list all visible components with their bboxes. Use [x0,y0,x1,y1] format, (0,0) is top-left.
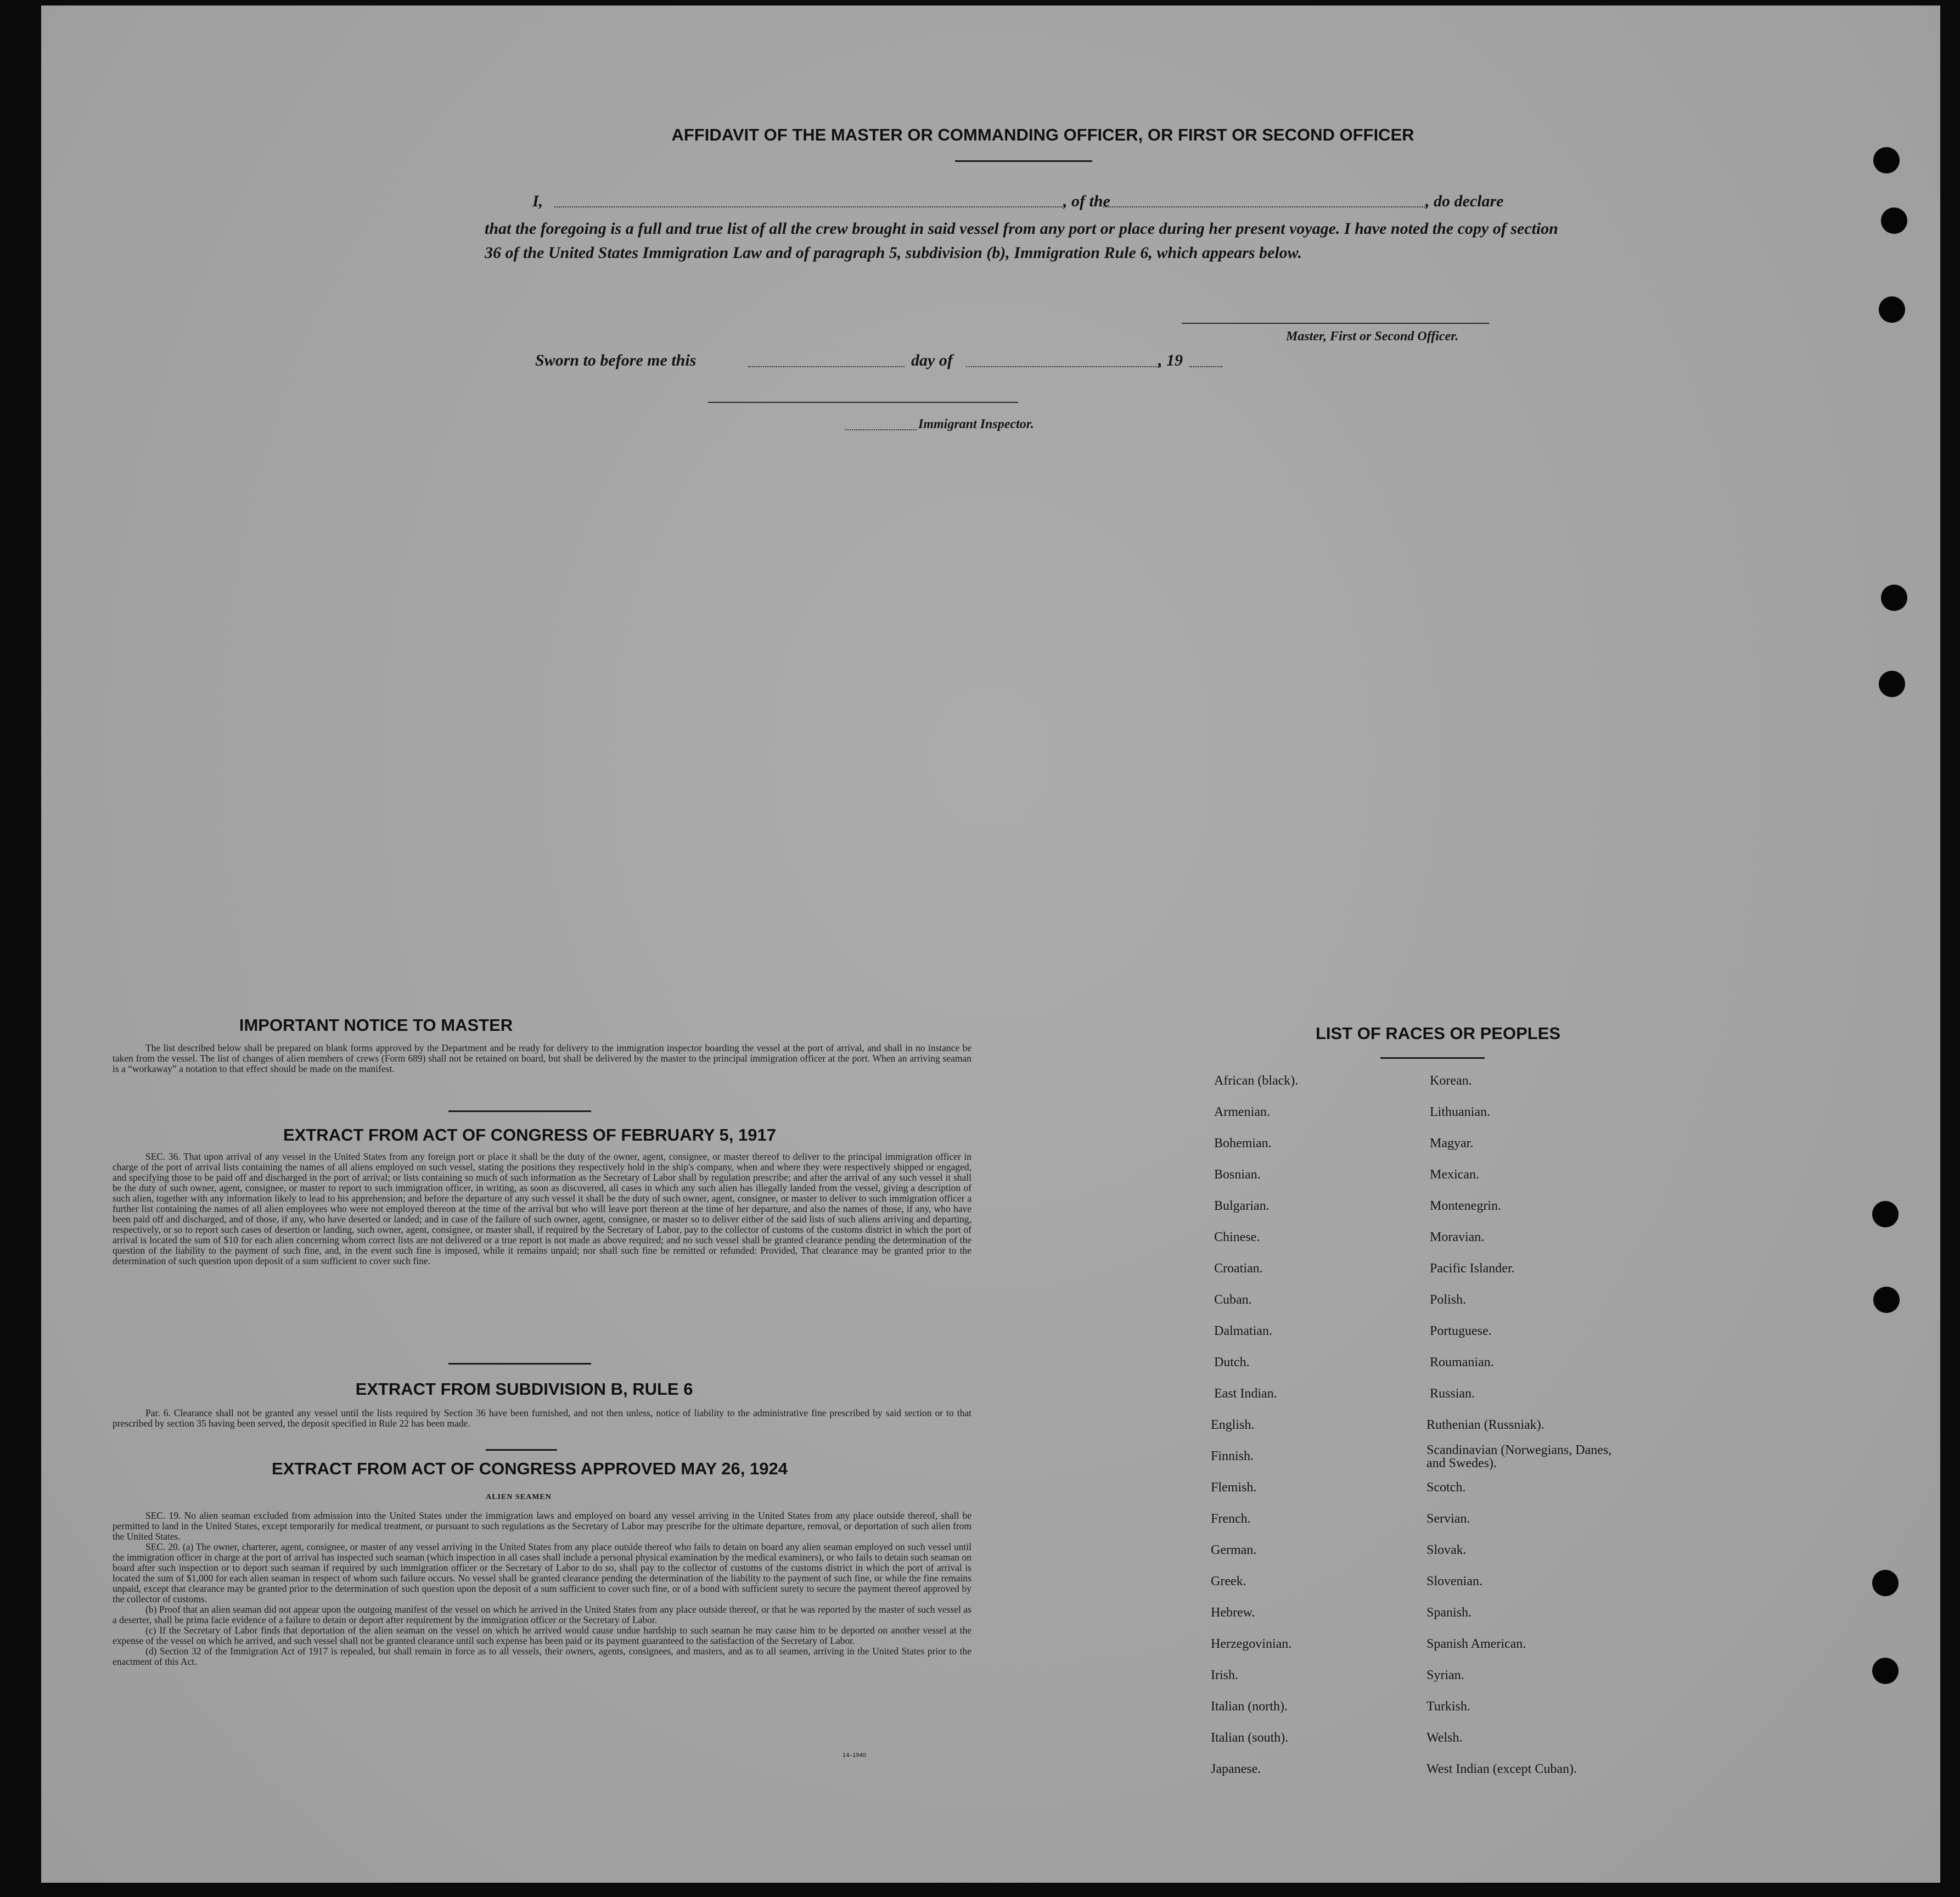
race-item: Bulgarian. [1214,1199,1270,1213]
binder-hole [1872,1570,1899,1596]
race-item: Montenegrin. [1430,1199,1501,1213]
sec20c-paragraph: (c) If the Secretary of Labor finds that deportation of the alien seaman on the vessel on which he arrived would cause undue hardship to such seaman he may cause him to be deported on another vessel at the expense of the vessel on which he arrived, and such vessel shall not be granted clearance until such expense has been paid or its payment guaranteed to the satisfaction of the Secretary of Labor. [113,1625,971,1646]
race-item: Bosnian. [1214,1168,1261,1182]
sec20d-paragraph: (d) Section 32 of the Immigration Act of 1917 is repealed, but shall remain in force as to all vessels, their owners, agents, consignees, and masters, and as to all seamen, arriving in the United States prior to the enactment of this Act. [113,1646,971,1667]
notice-title: IMPORTANT NOTICE TO MASTER [239,1015,513,1035]
vessel-blank[interactable] [1103,206,1427,207]
race-item: Armenian. [1214,1105,1270,1119]
form-sheet [41,5,1940,1883]
race-item: Moravian. [1430,1230,1485,1244]
section-divider [486,1449,557,1451]
alien-seamen-subtitle: ALIEN SEAMEN [486,1493,552,1501]
extract-1924-title: EXTRACT FROM ACT OF CONGRESS APPROVED MAY 26, 1924 [272,1459,788,1478]
sworn-month-blank[interactable] [966,366,1161,367]
race-item: West Indian (except Cuban). [1427,1762,1577,1776]
race-item: Slovak. [1427,1543,1467,1557]
binder-hole [1872,1658,1899,1684]
title-divider [955,160,1092,162]
race-item: Bohemian. [1214,1136,1272,1150]
race-item: Flemish. [1211,1480,1257,1495]
race-item: Welsh. [1427,1731,1463,1745]
sworn-year-blank[interactable] [1189,366,1222,367]
sworn-label: Sworn to before me this [535,351,697,369]
race-item: Herzegovinian. [1211,1637,1292,1651]
race-item: Irish. [1211,1668,1238,1682]
race-item: English. [1211,1418,1255,1432]
day-of-label: day of [911,351,953,369]
races-divider [1380,1057,1485,1059]
notice-text [113,1043,971,1074]
binder-hole [1881,207,1907,234]
extract-1917-text [113,1152,971,1266]
race-item: Ruthenian (Russniak). [1427,1418,1545,1432]
race-item: Italian (south). [1211,1731,1289,1745]
affidavit-title: AFFIDAVIT OF THE MASTER OR COMMANDING OFFICER, OR FIRST OR SECOND OFFICER [671,125,1414,144]
inspector-caption: Immigrant Inspector. [918,417,1034,431]
affidavit-declare-label: , do declare [1425,192,1504,210]
race-item: Pacific Islander. [1430,1261,1515,1276]
race-item: Servian. [1427,1512,1470,1526]
binder-hole [1879,296,1905,323]
race-item: Portuguese. [1430,1324,1492,1338]
race-item: African (black). [1214,1074,1299,1088]
race-item: Slovenian. [1427,1574,1482,1589]
race-item: Russian. [1430,1387,1475,1401]
inspector-signature-line[interactable] [708,402,1018,403]
binder-hole [1873,1287,1900,1313]
race-item: Lithuanian. [1430,1105,1490,1119]
race-item: Greek. [1211,1574,1246,1589]
race-item: Syrian. [1427,1668,1464,1682]
extract-1917-title: EXTRACT FROM ACT OF CONGRESS OF FEBRUARY 5, 1917 [283,1125,776,1144]
inspector-dotted-blank[interactable] [845,429,917,430]
extract-rule6-text [113,1408,971,1429]
race-item: East Indian. [1214,1387,1277,1401]
race-item: Dalmatian. [1214,1324,1272,1338]
race-item: German. [1211,1543,1257,1557]
binder-hole [1872,1201,1899,1227]
race-item: Korean. [1430,1074,1472,1088]
race-item: Spanish American. [1427,1637,1526,1651]
race-item: Japanese. [1211,1762,1261,1776]
sec20a-paragraph: SEC. 20. (a) The owner, charterer, agent, consignee, or master of any vessel arriving in the United States from any place outside thereof who fails to detain on board any alien seaman employed on such vessel until the immigration officer in charge at the port of arrival has inspected such seaman (which inspection in all cases shall include a personal physical examination by the medical examiners), or who fails to detain such seaman on board after such inspection or to deport such seaman if required by such immigration officer or the Secretary of Labor to do so, shall pay to the collector of customs of the customs district in which the port of arrival is located the sum of $1,000 for each alien seaman in respect of whom such failure occurs. No vessel shall be granted clearance pending the determination of the liability to the payment of such fine, or while the fine remains unpaid, except that clearance may be granted prior to the determination of such question upon the deposit of a sum sufficient to cover such fine, or of a bond with sufficient surety to secure the payment thereof approved by the collector of customs. [113,1541,971,1604]
binder-hole [1873,147,1900,173]
affidavit-body: that the foregoing is a full and true list of all the crew brought in said vessel from any port or place during her present voyage. I have noted the copy of section 36 of the United States Immigration Law and of paragraph 5, subdivision (b), Immigration Rule 6, which appears below. [485,220,1558,262]
race-item: Spanish. [1427,1606,1472,1620]
affidavit-i-label: I, [532,192,543,210]
officer-signature-caption: Master, First or Second Officer. [1286,329,1459,344]
par6-paragraph: Par. 6. Clearance shall not be granted any vessel until the lists required by Section 36 have been furnished, and not then unless, notice of liability to the administrative fine prescribed by said section or to that prescribed by section 35 having been served, the deposit specified in Rule 22 has been made. [113,1407,971,1429]
sworn-day-blank[interactable] [748,366,905,367]
section-divider [448,1110,591,1112]
sec36-paragraph: SEC. 36. That upon arrival of any vessel in the United States from any foreign port or place it shall be the duty of the owner, agent, consignee, or master thereof to deliver to the principal immigration officer in charge of the port of arrival lists containing the names of all aliens employed on such vessel, stating the positions they respectively hold in the ship's company, when and where they were respectively shipped or engaged, and specifying those to be paid off and discharged in the port of arrival; or lists containing so much of such information as the Secretary of Labor shall by regulation prescribe; and after the arrival of any such vessel it shall be the duty of such owner, agent, consignee, or master to report to such immigration officer, in writing, as soon as discovered, all cases in which any such alien has illegally landed from the vessel, giving a description of such alien, together with any information likely to lead to his apprehension; and before the departure of any such vessel it shall be the duty of such owner, agent, consignee, or master to deliver to such immigration officer a further list containing the names of all alien employees who were not employed thereon at the time of the arrival but who will leave port thereon at the time of her departure, and also the names of those, if any, who have been paid off and discharged, and of those, if any, who have deserted or landed; and in case of the failure of such owner, agent, consignee, or master so to deliver either of the said lists of such aliens arriving and departing, respectively, or so to report such cases of desertion or landing, such owner, agent, consignee, or master shall, if required by the Secretary of Labor, pay to the collector of customs of the customs district in which the port of arrival is located the sum of $10 for each alien concerning whom correct lists are not delivered or a true report is not made as above required; and no such vessel shall be granted clearance pending the determination of the question of the liability to the payment of such fine, and, in the event such fine is imposed, while it remains unpaid; nor shall such fine be remitted or refunded: Provided, That clearance may be granted prior to the determination of such question upon deposit of a sum sufficient to cover such fine. [113,1151,971,1266]
year-label: , 19 [1158,351,1183,369]
extract-1924-text [113,1511,971,1667]
race-item: Cuban. [1214,1293,1252,1307]
affidavit-of-the-label: , of the [1063,192,1110,210]
race-item: Scandinavian (Norwegians, Danes, and Swedes). [1427,1443,1612,1471]
race-item: Italian (north). [1211,1699,1288,1714]
race-item: Hebrew. [1211,1606,1255,1620]
race-item: Polish. [1430,1293,1467,1307]
race-item: Magyar. [1430,1136,1474,1150]
binder-hole [1881,585,1907,611]
officer-signature-line[interactable] [1182,323,1489,324]
races-title: LIST OF RACES OR PEOPLES [1315,1024,1561,1043]
race-item: Croatian. [1214,1261,1263,1276]
race-item: Mexican. [1430,1168,1479,1182]
sec20b-paragraph: (b) Proof that an alien seaman did not appear upon the outgoing manifest of the vessel on which he arrived in the United States from any place outside thereof, or that he was reported by the master of such vessel as a deserter, shall be prima facie evidence of a failure to detain or deport after requirement by the immigration officer or the Secretary of Labor. [113,1604,971,1625]
race-item: French. [1211,1512,1251,1526]
extract-rule6-title: EXTRACT FROM SUBDIVISION B, RULE 6 [355,1379,693,1399]
race-item: Chinese. [1214,1230,1260,1244]
race-item: Dutch. [1214,1355,1250,1370]
race-item: Turkish. [1427,1699,1470,1714]
name-blank[interactable] [554,206,1065,207]
form-number: 14–1940 [843,1752,866,1759]
race-item: Finnish. [1211,1449,1254,1463]
section-divider [448,1363,591,1365]
race-item: Scotch. [1427,1480,1466,1495]
binder-hole [1879,671,1905,697]
sec19-paragraph: SEC. 19. No alien seaman excluded from admission into the United States under the immigration laws and employed on board any vessel arriving in the United States from any place outside thereof, shall be permitted to land in the United States, except temporarily for medical treatment, or pursuant to such regulations as the Secretary of Labor may prescribe for the ultimate departure, removal, or deportation of such alien from the United States. [113,1510,971,1542]
notice-paragraph: The list described below shall be prepared on blank forms approved by the Department and be ready for delivery to the immigration inspector boarding the vessel at the port of arrival, and shall in no instance be taken from the vessel. The list of changes of alien members of crews (Form 689) shall not be retained on board, but shall be delivered by the master to the principal immigration officer at the port. When an arriving seaman is a “workaway” a notation to that effect should be made on the manifest. [113,1042,971,1074]
race-item: Roumanian. [1430,1355,1494,1370]
